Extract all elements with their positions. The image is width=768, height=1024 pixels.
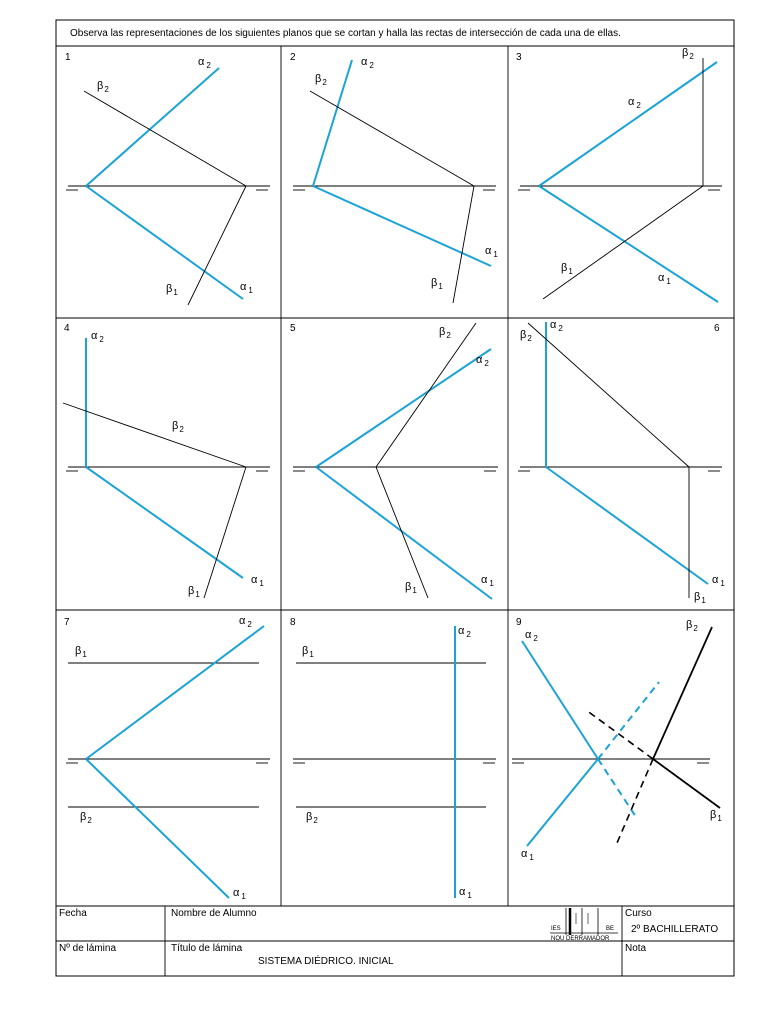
beta-2-label: β2 [80, 811, 92, 825]
beta-1-label: β1 [166, 283, 178, 297]
panel-6-drawing [518, 322, 722, 598]
panel-number-8: 8 [290, 617, 296, 628]
curso-label: Curso [625, 908, 652, 919]
panel-6-labels [520, 319, 725, 605]
alpha-1-label: α 1 [521, 848, 534, 862]
lamina-number-label: Nº de lámina [59, 943, 117, 954]
exercise-grid [56, 46, 734, 906]
beta-2-label: β2 [97, 80, 109, 94]
curso-value: 2º BACHILLERATO [631, 924, 719, 935]
beta-2-label: β2 [686, 619, 698, 633]
alpha-2-hidden-trace [598, 759, 636, 817]
beta-1-label: β1 [75, 645, 87, 659]
alpha-1-trace [86, 186, 243, 299]
beta-1-label: β1 [188, 585, 200, 599]
nombre-alumno-label: Nombre de Alumno [171, 908, 257, 919]
panel-number-2: 2 [290, 52, 296, 63]
alpha-1-label: α 1 [233, 887, 246, 901]
beta-1-label: β1 [710, 809, 722, 823]
beta-1-trace [543, 186, 703, 299]
alpha-1-trace [546, 467, 708, 584]
alpha-1-label: α 1 [658, 272, 671, 286]
alpha-2-label: α 2 [550, 319, 563, 333]
beta-1-trace [453, 186, 474, 303]
alpha-1-label: α 1 [251, 574, 264, 588]
alpha-2-label: α 2 [458, 625, 471, 639]
alpha-1-label: α 1 [481, 574, 494, 588]
panel-number-7: 7 [64, 617, 70, 628]
beta-1-hidden-trace [586, 710, 653, 759]
panel-5-labels [405, 326, 494, 595]
alpha-1-label: α 1 [459, 886, 472, 900]
alpha-2-label: α 2 [628, 96, 641, 110]
panel-4-drawing [63, 338, 270, 598]
beta-2-label: β2 [682, 47, 694, 61]
panel-9-drawing [512, 627, 720, 846]
beta-1-trace [188, 186, 246, 305]
beta-1-trace [653, 759, 720, 808]
beta-2-trace [63, 403, 246, 467]
beta-2-trace [310, 91, 474, 186]
panel-7-drawing [66, 626, 270, 898]
beta-1-label: β1 [302, 645, 314, 659]
panel-8-labels [302, 625, 472, 900]
beta-2-trace [84, 91, 246, 186]
panel-1-drawing [66, 68, 270, 305]
alpha-2-label: α 2 [525, 629, 538, 643]
school-logo [550, 908, 618, 942]
beta-1-label: β1 [561, 262, 573, 276]
fecha-label: Fecha [59, 908, 87, 919]
alpha-1-trace [86, 759, 229, 898]
alpha-1-label: α 1 [712, 574, 725, 588]
panel-number-5: 5 [290, 323, 296, 334]
panel-7-labels [75, 615, 252, 901]
panel-number-3: 3 [516, 52, 522, 63]
alpha-1-trace [539, 186, 718, 302]
alpha-1-trace [527, 759, 598, 846]
panel-number-6: 6 [714, 323, 720, 334]
alpha-1-trace [313, 186, 491, 266]
beta-2-label: β2 [172, 420, 184, 434]
alpha-2-trace [86, 626, 264, 759]
panel-3-drawing [518, 58, 722, 302]
alpha-1-label: α 1 [485, 245, 498, 259]
logo-text-bottom: NOU DERRAMADOR [551, 936, 610, 942]
beta-1-trace [376, 467, 428, 598]
beta-2-label: β2 [520, 329, 532, 343]
beta-2-trace [528, 323, 689, 467]
beta-2-hidden-trace [617, 759, 653, 843]
beta-2-trace [376, 323, 476, 467]
instruction-text: Observa las representaciones de los siguientes planos que se cortan y halla las rectas de intersección de cada una de ellas. [70, 28, 621, 39]
titulo-lamina-value: SISTEMA DIÉDRICO. INICIAL [258, 956, 394, 967]
panel-9-labels [521, 619, 722, 862]
alpha-2-label: α 2 [91, 330, 104, 344]
alpha-2-label: α 2 [476, 354, 489, 368]
beta-2-label: β2 [439, 326, 451, 340]
alpha-1-hidden-trace [598, 682, 659, 759]
beta-2-label: β2 [306, 811, 318, 825]
alpha-2-trace [316, 349, 491, 467]
logo-text-left: IES [551, 926, 561, 932]
beta-2-label: β2 [315, 73, 327, 87]
beta-1-trace [204, 467, 246, 598]
alpha-2-trace [522, 641, 598, 759]
panel-2-drawing [293, 60, 496, 303]
panel-number-1: 1 [65, 52, 71, 63]
alpha-2-label: α 2 [239, 615, 252, 629]
logo-text-right: BE [606, 926, 615, 932]
alpha-1-trace [86, 467, 243, 578]
panel-8-drawing [293, 626, 496, 898]
beta-2-trace [653, 627, 712, 759]
beta-1-label: β1 [694, 591, 706, 605]
alpha-1-label: α 1 [240, 281, 253, 295]
panel-3-labels [561, 47, 694, 286]
beta-1-label: β1 [431, 277, 443, 291]
panel-number-9: 9 [516, 617, 522, 628]
panel-number-4: 4 [64, 323, 70, 334]
titulo-lamina-label: Título de lámina [171, 943, 243, 954]
title-block [56, 906, 734, 976]
alpha-2-label: α 2 [198, 56, 211, 70]
alpha-2-label: α 2 [361, 56, 374, 70]
panel-5-drawing [293, 323, 498, 599]
beta-1-label: β1 [405, 581, 417, 595]
alpha-1-trace [316, 467, 492, 599]
nota-label: Nota [625, 943, 647, 954]
alpha-2-trace [539, 62, 717, 186]
